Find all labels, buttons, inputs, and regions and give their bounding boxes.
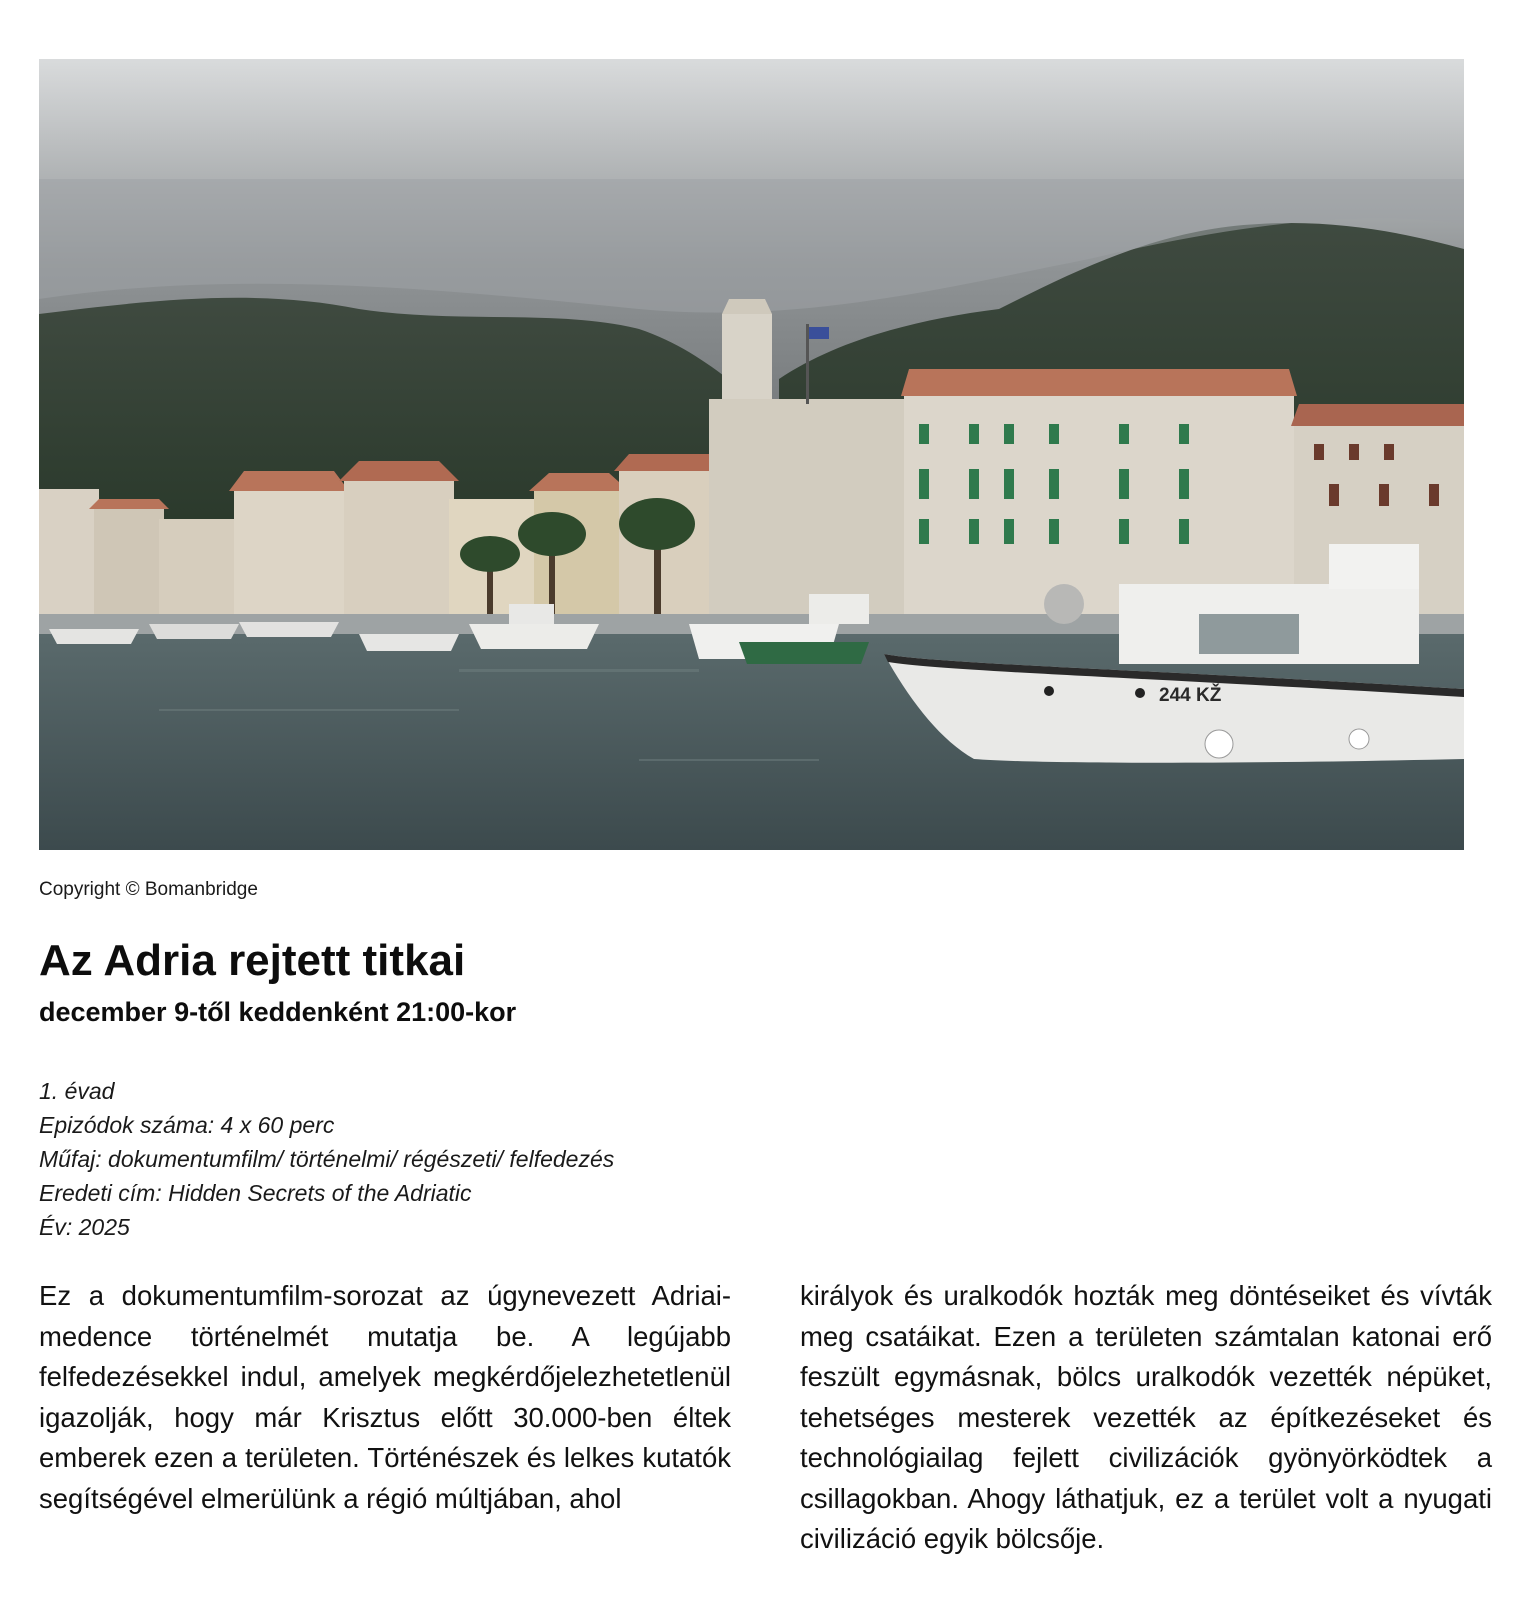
episodes-line: Epizódok száma: 4 x 60 perc	[39, 1112, 335, 1138]
season-line: 1. évad	[39, 1078, 115, 1104]
genre-line: Műfaj: dokumentumfilm/ történelmi/ régészeti/ felfedezés	[39, 1146, 615, 1172]
program-details	[39, 1074, 939, 1244]
harbor-photo-illustration	[39, 59, 1464, 850]
harbor-photo	[39, 59, 1464, 850]
description-column-right: királyok és uralkodók hozták meg döntéseiket és vívták meg csatáikat. Ezen a területen számtalan katonai erő feszült egymásnak, bölcs uralkodók vezették népüket, tehetséges mesterek vezették az építkezéseket és technológiailag fejlett civilizációk gyönyörködtek a csillagokban. Ahogy láthatjuk, ez a terület volt a nyugati civilizáció egyik bölcsője.	[800, 1280, 1492, 1554]
year-line: Év: 2025	[39, 1214, 130, 1240]
original-title-line: Eredeti cím: Hidden Secrets of the Adriatic	[39, 1180, 472, 1206]
broadcast-schedule: december 9-től keddenként 21:00-kor	[39, 997, 517, 1027]
photo-copyright: Copyright © Bomanbridge	[39, 879, 258, 900]
boat-registration: 244 KŽ	[1159, 685, 1222, 706]
page-title: Az Adria rejtett titkai	[39, 936, 466, 985]
description-column-left: Ez a dokumentumfilm-sorozat az úgynevezett Adriai-medence történelmét mutatja be. A legújabb felfedezésekkel indul, amelyek megkérdőjelezhetetlenül igazolják, hogy már Krisztus előtt 30.000-ben éltek emberek ezen a területen. Történészek és lelkes kutatók segítségével elmerülünk a régió múltjában, ahol	[39, 1280, 731, 1514]
